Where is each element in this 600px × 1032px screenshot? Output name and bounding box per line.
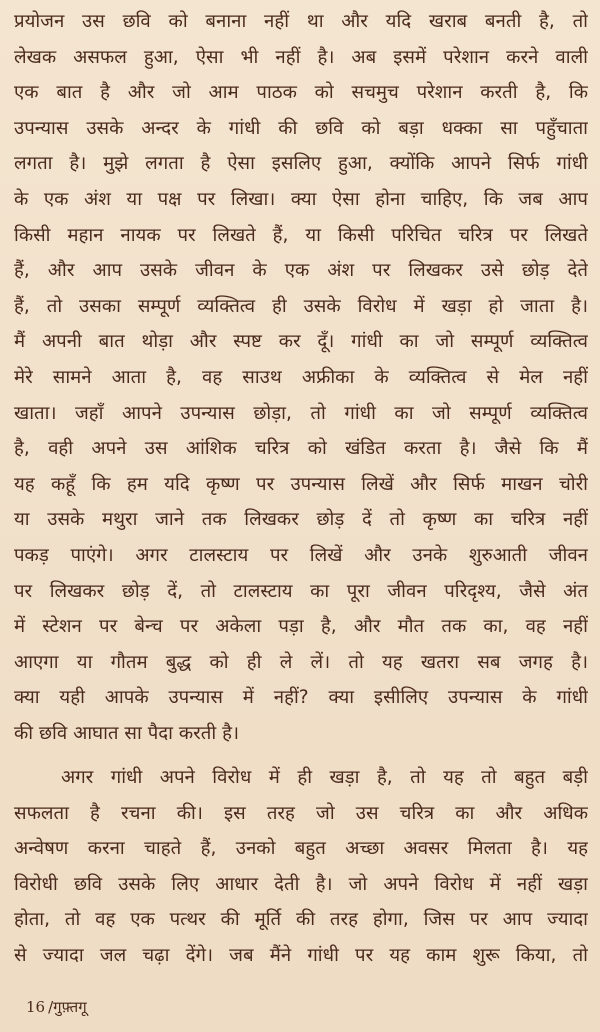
page-footer <box>26 995 87 1019</box>
text-line: में स्टेशन पर बेन्च पर अकेला पड़ा है, और मौत तक का, वह नहीं <box>14 616 588 638</box>
text-line: मेरे सामने आता है, वह साउथ अफ्रीका के व्यक्तित्व से मेल नहीं <box>14 366 588 388</box>
text-line: से ज्यादा जल चढ़ा देंगे। जब मैंने गांधी पर यह काम शुरू किया, तो <box>14 944 588 966</box>
text-line: की छवि आघात सा पैदा करती है। <box>14 722 240 744</box>
text-line: पकड़ पाएंगे। अगर टालस्टाय पर लिखें और उनके शुरुआती जीवन <box>14 544 588 566</box>
text-line: एक बात है और जो आम पाठक को सचमुच परेशान करती है, कि <box>14 82 588 104</box>
text-line: है, वही अपने उस आंशिक चरित्र को खंडित करता है। जैसे कि मैं <box>14 438 588 460</box>
text-line: खाता। जहाँ आपने उपन्यास छोड़ा, तो गांधी का जो सम्पूर्ण व्यक्तित्व <box>14 402 588 424</box>
text-line: हैं, तो उसका सम्पूर्ण व्यक्तित्व ही उसके विरोध में खड़ा हो जाता है। <box>14 295 588 317</box>
text-line: किसी महान नायक पर लिखते हैं, या किसी परिचित चरित्र पर लिखते <box>14 224 588 246</box>
text-line: विरोधी छवि उसके लिए आधार देती है। जो अपने विरोध में नहीं खड़ा <box>14 873 588 895</box>
paragraph-2 <box>14 760 588 974</box>
text-line: उपन्यास उसके अन्दर के गांधी की छवि को बड़ा धक्का सा पहुँचाता <box>14 117 588 139</box>
text-line: के एक अंश या पक्ष पर लिखा। क्या ऐसा होना चाहिए, कि जब आप <box>14 188 588 210</box>
text-line: सफलता है रचना की। इस तरह जो उस चरित्र का और अधिक <box>14 802 588 824</box>
text-line: मैं अपनी बात थोड़ा और स्पष्ट कर दूँ। गांधी का जो सम्पूर्ण व्यक्तित्व <box>14 331 588 353</box>
text-line: अन्वेषण करना चाहते हैं, उनको बहुत अच्छा अवसर मिलता है। यह <box>14 838 588 860</box>
text-line: हैं, और आप उसके जीवन के एक अंश पर लिखकर उसे छोड़ देते <box>14 260 588 282</box>
text-line: लेखक असफल हुआ, ऐसा भी नहीं है। अब इसमें परेशान करने वाली <box>14 46 588 68</box>
page-number: 16 <box>26 998 46 1016</box>
book-title: गुफ़्तगू <box>53 998 87 1016</box>
text-line: होता, तो वह एक पत्थर की मूर्ति की तरह होगा, जिस पर आप ज्यादा <box>14 909 588 931</box>
text-line: लगता है। मुझे लगता है ऐसा इसलिए हुआ, क्योंकि आपने सिर्फ गांधी <box>14 153 588 175</box>
text-line: आएगा या गौतम बुद्ध को ही ले लें। तो यह खतरा सब जगह है। <box>14 651 588 673</box>
text-line: यह कहूँ कि हम यदि कृष्ण पर उपन्यास लिखें और सिर्फ माखन चोरी <box>14 473 588 495</box>
text-line: प्रयोजन उस छवि को बनाना नहीं था और यदि खराब बनती है, तो <box>14 11 588 32</box>
footer-separator: / <box>48 998 54 1016</box>
text-line: अगर गांधी अपने विरोध में ही खड़ा है, तो यह तो बहुत बड़ी <box>61 767 588 788</box>
text-line: क्या यही आपके उपन्यास में नहीं? क्या इसीलिए उपन्यास के गांधी <box>14 687 588 709</box>
text-line: या उसके मथुरा जाने तक लिखकर छोड़ दें तो कृष्ण का चरित्र नहीं <box>14 509 588 531</box>
paragraph-1 <box>14 4 588 751</box>
text-line: पर लिखकर छोड़ दें, तो टालस्टाय का पूरा जीवन परिदृश्य, जैसे अंत <box>14 580 588 602</box>
